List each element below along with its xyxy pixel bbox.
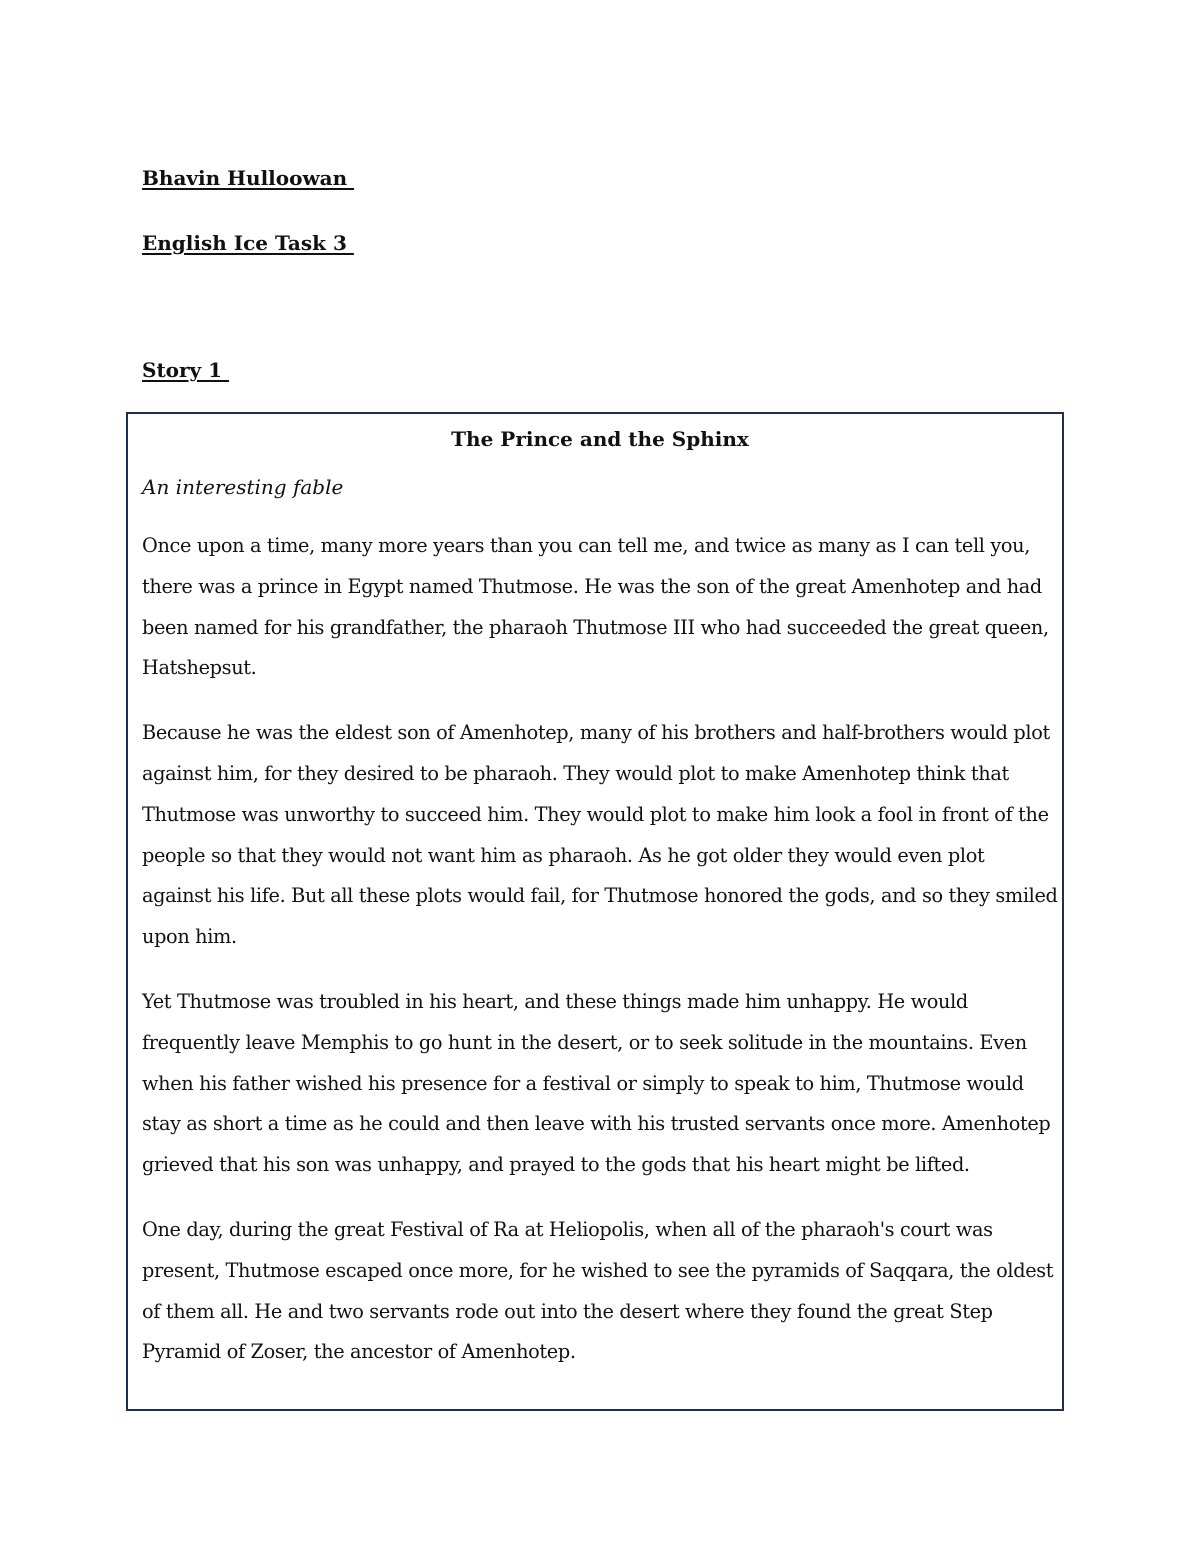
story-title: The Prince and the Sphinx <box>451 427 749 451</box>
story-label: Story 1 <box>142 358 230 382</box>
story-paragraph-4: One day, during the great Festival of Ra at Heliopolis, when all of the pharaoh's court was present, Thutmose escaped once more, for he wished to see the pyramids of Saqqara, the oldest of them all. He and two servants rode out into the desert where they found the great Step Pyramid of Zoser, the ancestor of Amenhotep. <box>142 1217 1054 1364</box>
assignment-title: English Ice Task 3 <box>142 231 354 255</box>
author-name: Bhavin Hulloowan <box>142 166 355 190</box>
story-box <box>126 412 1064 1411</box>
story-subtitle: An interesting fable <box>142 475 344 499</box>
story-paragraph-2: Because he was the eldest son of Amenhotep, many of his brothers and half-brothers would plot against him, for they desired to be pharaoh. They would plot to make Amenhotep think that Thutmose was unworthy to succeed him. They would plot to make him look a fool in front of the people so that they would not want him as pharaoh. As he got older they would even plot against his life. But all these plots would fail, for Thutmose honored the gods, and so they smiled upon him. <box>142 721 1058 949</box>
story-paragraph-1: Once upon a time, many more years than you can tell me, and twice as many as I can tell you, there was a prince in Egypt named Thutmose. He was the son of the great Amenhotep and had been named for his grandfather, the pharaoh Thutmose III who had succeeded the great queen, Hatshepsut. <box>142 534 1049 680</box>
story-paragraph-3: Yet Thutmose was troubled in his heart, and these things made him unhappy. He would frequently leave Memphis to go hunt in the desert, or to seek solitude in the mountains. Even when his father wished his presence for a festival or simply to speak to him, Thutmose would stay as short a time as he could and then leave with his trusted servants once more. Amenhotep grieved that his son was unhappy, and prayed to the gods that his heart might be lifted. <box>142 989 1051 1177</box>
